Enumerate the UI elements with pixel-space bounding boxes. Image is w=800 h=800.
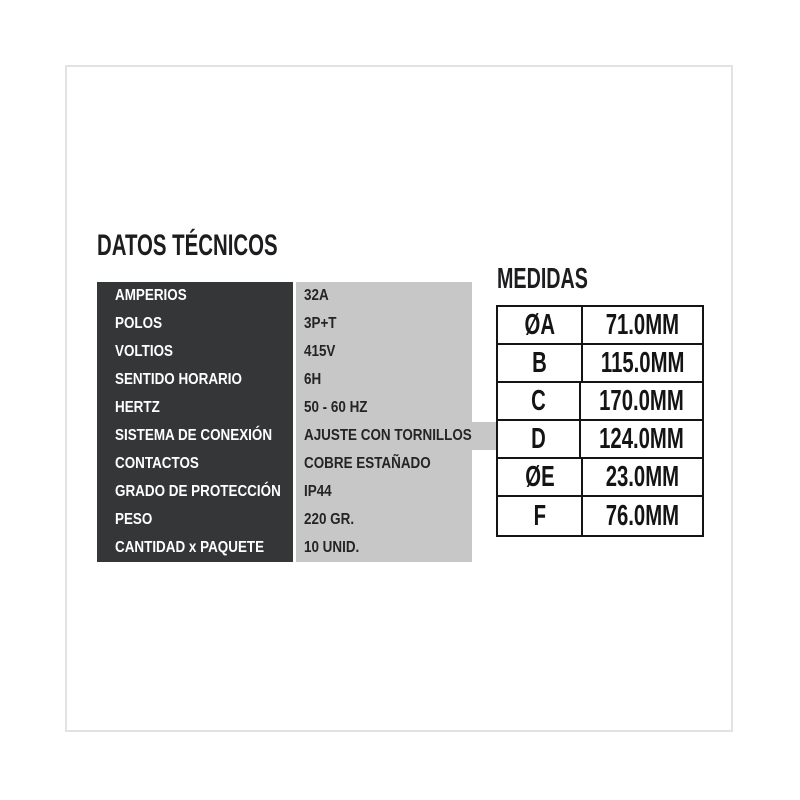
measure-code-cell (498, 307, 583, 343)
spec-label-cell (97, 338, 293, 366)
spec-label: SENTIDO HORARIO (115, 371, 242, 388)
spec-value: 10 UNID. (304, 539, 360, 556)
spec-row-voltios (97, 338, 472, 366)
measure-value: 124.0MM (599, 422, 684, 455)
spec-label-cell (97, 310, 293, 338)
measure-value: 71.0MM (605, 308, 680, 341)
spec-label-cell (97, 478, 293, 506)
spec-label-cell (97, 534, 293, 562)
spec-label: POLOS (115, 315, 163, 332)
spec-label: AMPERIOS (115, 287, 187, 304)
spec-label-cell (97, 450, 293, 478)
measure-code-cell (498, 383, 581, 419)
measure-value-cell (581, 421, 702, 457)
tech-data-title (97, 231, 363, 261)
spec-value: 50 - 60 HZ (304, 399, 368, 416)
measure-code: C (531, 384, 546, 417)
spec-label-cell (97, 394, 293, 422)
measure-value-cell (583, 497, 702, 535)
measure-value-cell (583, 459, 702, 495)
spec-row-cantidad-paquete (97, 534, 472, 562)
spec-value-cell (296, 394, 472, 422)
measures-title (497, 265, 631, 294)
spec-row-sentido-horario (97, 366, 472, 394)
measure-code: F (533, 499, 546, 532)
spec-label: PESO (115, 511, 153, 528)
spec-value-cell (296, 506, 472, 534)
measure-row-c (498, 383, 702, 421)
tech-specs-table (97, 282, 472, 562)
spec-value: COBRE ESTAÑADO (304, 455, 431, 472)
measure-row-a (498, 307, 702, 345)
measure-value-cell (581, 383, 702, 419)
measures-title-text: MEDIDAS (497, 263, 588, 295)
spec-label-cell (97, 282, 293, 310)
spec-row-polos (97, 310, 472, 338)
spec-label: CONTACTOS (115, 455, 199, 472)
spec-row-grado-proteccion (97, 478, 472, 506)
measure-value: 23.0MM (605, 460, 680, 493)
spec-value-cell (296, 534, 472, 562)
spec-value: 3P+T (304, 315, 337, 332)
spec-label-cell (97, 422, 293, 450)
spec-value: AJUSTE CON TORNILLOS (304, 427, 472, 444)
spec-label-cell (97, 506, 293, 534)
spec-label: VOLTIOS (115, 343, 173, 360)
measure-row-f (498, 497, 702, 535)
measure-code: ØA (524, 308, 555, 341)
spec-value: 220 GR. (304, 511, 355, 528)
spec-value-cell (296, 450, 472, 478)
spec-label: GRADO DE PROTECCIÓN (115, 483, 281, 500)
measure-value-cell (583, 307, 702, 343)
measure-code: B (532, 346, 547, 379)
measure-code: D (531, 422, 546, 455)
spec-value-cell (296, 422, 504, 450)
spec-row-sistema-conexion (97, 422, 472, 450)
measure-row-d (498, 421, 702, 459)
spec-value-cell (296, 310, 472, 338)
measure-row-b (498, 345, 702, 383)
measure-row-e (498, 459, 702, 497)
measure-value: 76.0MM (605, 499, 680, 532)
spec-row-amperios (97, 282, 472, 310)
measure-code-cell (498, 345, 583, 381)
spec-value: 415V (304, 343, 336, 360)
measures-table (496, 305, 704, 537)
spec-row-contactos (97, 450, 472, 478)
spec-label: CANTIDAD x PAQUETE (115, 539, 265, 556)
spec-label: HERTZ (115, 399, 160, 416)
spec-value: IP44 (304, 483, 332, 500)
spec-label: SISTEMA DE CONEXIÓN (115, 427, 273, 444)
spec-value-cell (296, 282, 472, 310)
spec-label-cell (97, 366, 293, 394)
tech-data-title-text: DATOS TÉCNICOS (97, 229, 278, 262)
measure-code-cell (498, 459, 583, 495)
measure-value: 170.0MM (599, 384, 684, 417)
spec-row-peso (97, 506, 472, 534)
measure-code: ØE (524, 460, 555, 493)
spec-value: 6H (304, 371, 322, 388)
measure-value: 115.0MM (600, 346, 685, 379)
spec-value-cell (296, 366, 472, 394)
spec-row-hertz (97, 394, 472, 422)
spec-value-cell (296, 478, 472, 506)
spec-value: 32A (304, 287, 329, 304)
measure-value-cell (583, 345, 702, 381)
spec-value-cell (296, 338, 472, 366)
measure-code-cell (498, 421, 581, 457)
measure-code-cell (498, 497, 583, 535)
